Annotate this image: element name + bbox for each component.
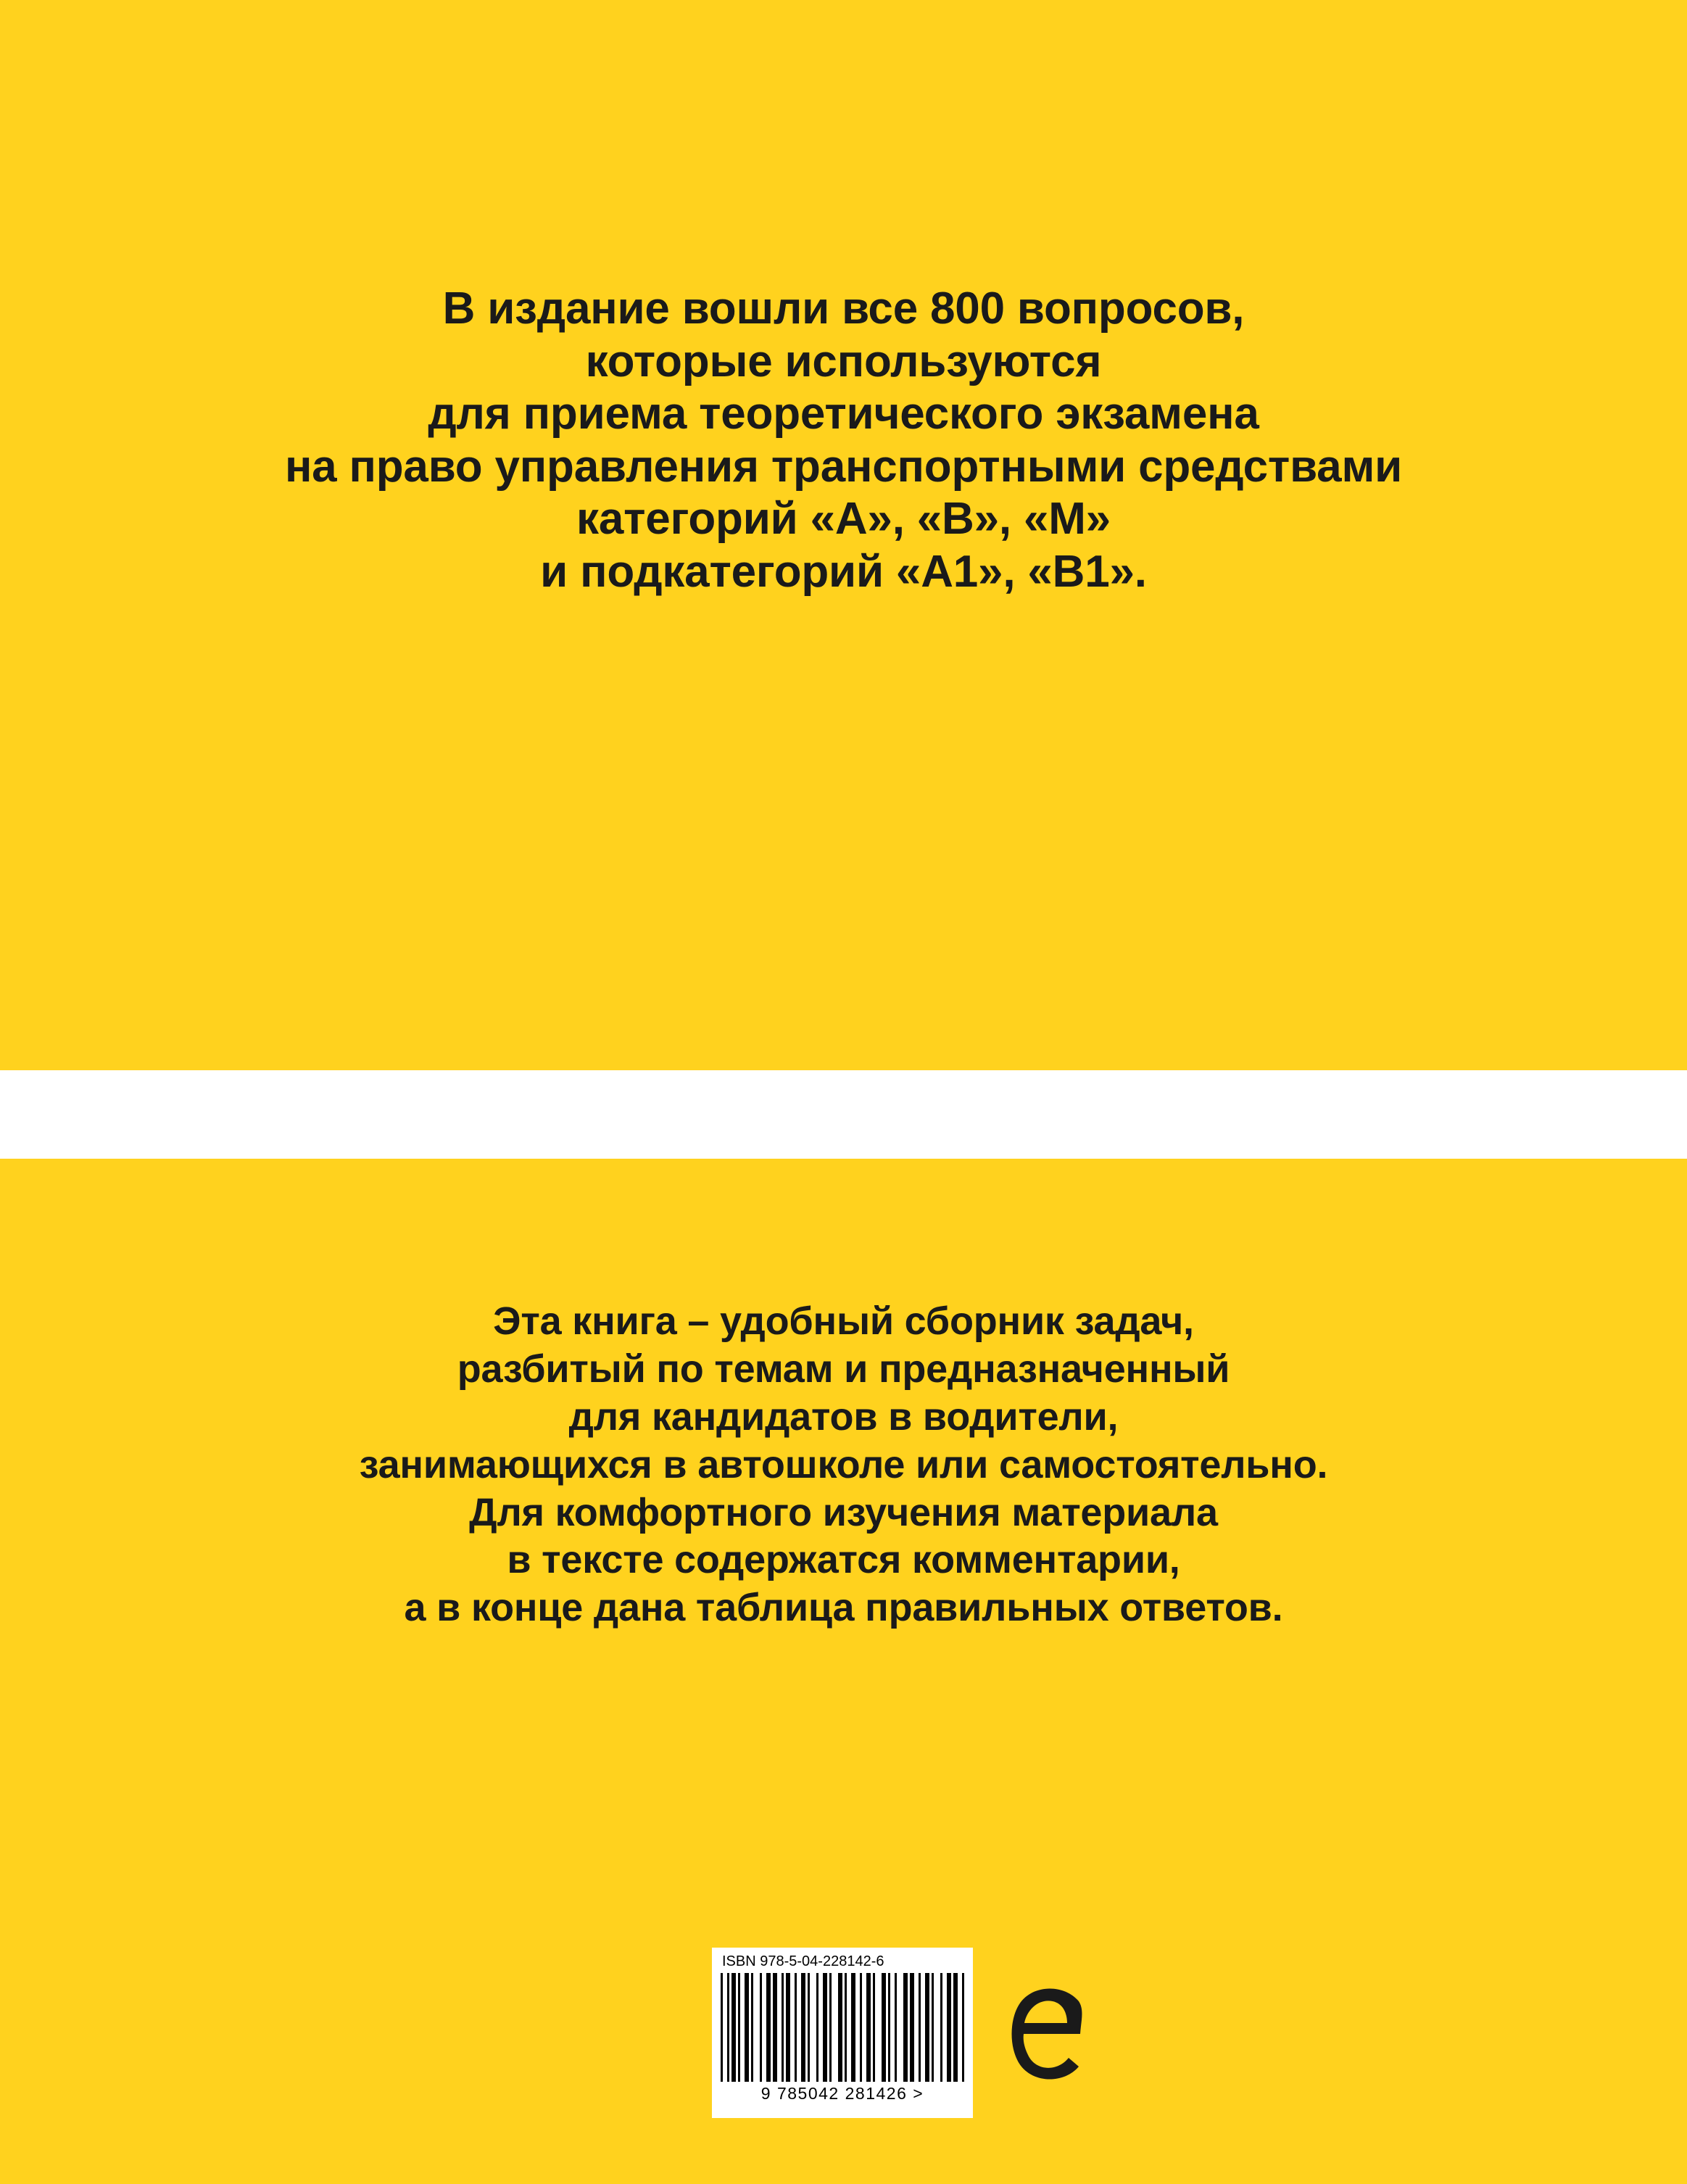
barcode-digits: 9 785042 281426 >: [760, 2084, 924, 2103]
bottom-line-6: в тексте содержатся комментарии,: [507, 1538, 1180, 1582]
white-separator-stripe: [0, 1070, 1687, 1159]
top-line-2: которые используются: [585, 336, 1102, 386]
top-line-3: для приема теоретического экзамена: [428, 389, 1259, 439]
eksmo-e-logo: [1008, 1980, 1095, 2088]
barcode-block: [712, 1948, 973, 2118]
bottom-line-5: Для комфортного изучения материала: [469, 1490, 1218, 1534]
bottom-line-4: занимающихся в автошколе или самостоятельно.: [359, 1442, 1328, 1486]
bottom-line-7: а в конце дана таблица правильных ответов.: [404, 1586, 1283, 1630]
barcode-bars-icon: [721, 1973, 967, 2082]
top-description-block: [0, 283, 1687, 598]
bottom-line-1: Эта книга – удобный сборник задач,: [493, 1299, 1194, 1343]
top-line-5: категорий «A», «B», «M»: [576, 494, 1111, 545]
bottom-line-3: для кандидатов в водители,: [568, 1394, 1119, 1439]
bottom-line-2: разбитый по темам и предназначенный: [457, 1347, 1230, 1391]
top-line-1: В издание вошли все 800 вопросов,: [442, 284, 1245, 334]
isbn-label: ISBN 978-5-04-228142-6: [722, 1953, 884, 1969]
top-line-6: и подкатегорий «A1», «B1».: [540, 546, 1147, 597]
top-line-4: на право управления транспортными средствами: [284, 441, 1403, 492]
bottom-description-block: [0, 1298, 1687, 1632]
